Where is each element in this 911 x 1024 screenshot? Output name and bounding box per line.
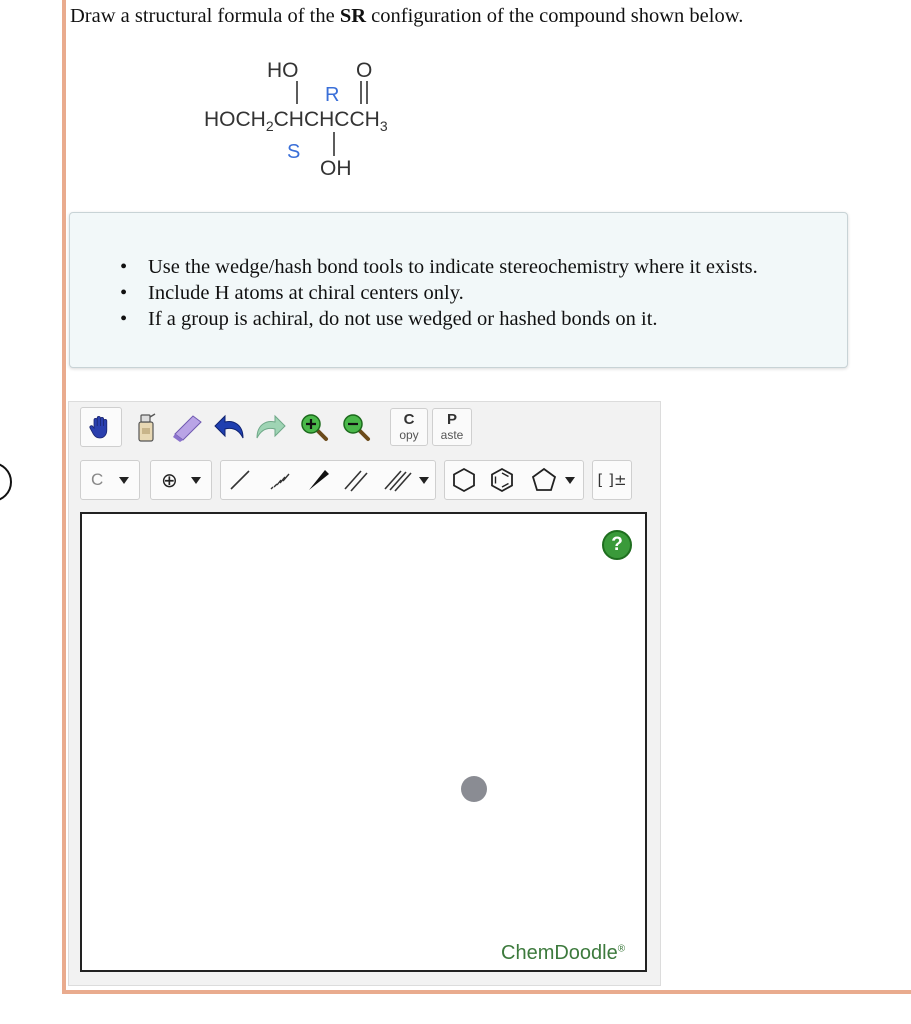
chemdoodle-logo bbox=[501, 942, 625, 965]
bottom-accent-border bbox=[62, 990, 911, 994]
chevron-down-icon bbox=[119, 477, 129, 484]
paste-letter: P bbox=[446, 411, 457, 428]
mol-chain-sub2: 3 bbox=[379, 118, 388, 135]
copy-letter: C bbox=[403, 411, 415, 428]
bracket-charge-icon: [ ]± bbox=[597, 471, 627, 489]
eraser-button[interactable] bbox=[168, 407, 208, 447]
wedge-bond-icon bbox=[303, 465, 333, 495]
copy-rest: opy bbox=[399, 428, 419, 442]
edge-circle-icon bbox=[0, 462, 12, 502]
zoom-in-icon bbox=[299, 412, 329, 442]
mol-chain-sub: 2 bbox=[265, 118, 274, 135]
pentagon-ring-dropdown[interactable] bbox=[522, 462, 582, 498]
brand-mark: ® bbox=[617, 943, 626, 955]
question-prefix: Draw a structural formula of the bbox=[70, 5, 340, 27]
paste-button[interactable] bbox=[432, 408, 472, 446]
redo-icon bbox=[253, 412, 287, 442]
benzene-button[interactable] bbox=[484, 462, 520, 498]
paste-rest: aste bbox=[440, 428, 464, 442]
charge-plus-icon: ⊕ bbox=[161, 468, 178, 492]
chevron-down-icon bbox=[419, 477, 429, 484]
instruction-item: • Use the wedge/hash bond tools to indicate stereochemistry where it exists. bbox=[148, 254, 758, 280]
hash-bond-button[interactable] bbox=[262, 462, 298, 498]
single-bond-button[interactable] bbox=[222, 462, 258, 498]
triple-bond-dropdown[interactable] bbox=[378, 462, 434, 498]
clear-button[interactable] bbox=[126, 407, 166, 447]
drawing-canvas[interactable] bbox=[80, 512, 647, 972]
mol-oh-bottom: OH bbox=[320, 157, 352, 180]
cursor-indicator bbox=[461, 776, 487, 802]
chevron-down-icon bbox=[565, 477, 575, 484]
mol-chain-middle: CHCHCCH bbox=[273, 108, 380, 131]
triple-bond-icon bbox=[383, 465, 413, 495]
instruction-item: • If a group is achiral, do not use wedged or hashed bonds on it. bbox=[148, 306, 758, 332]
hash-bond-icon bbox=[265, 465, 295, 495]
eraser-icon bbox=[171, 412, 205, 442]
zoom-in-button[interactable] bbox=[294, 407, 334, 447]
single-bond-icon bbox=[225, 465, 255, 495]
mol-main-chain bbox=[204, 109, 388, 133]
wedge-bond-button[interactable] bbox=[300, 462, 336, 498]
undo-icon bbox=[213, 412, 247, 442]
mol-ho-top: HO bbox=[267, 59, 299, 82]
question-bold: SR bbox=[339, 5, 367, 27]
question-text bbox=[70, 5, 743, 28]
mol-o-top: O bbox=[356, 59, 373, 82]
atom-label-dropdown[interactable] bbox=[80, 460, 140, 500]
brand-name: ChemDoodle bbox=[501, 942, 618, 964]
mol-chain-prefix: HOCH bbox=[204, 108, 266, 131]
bracket-charge-button[interactable] bbox=[592, 460, 632, 500]
instructions-box bbox=[69, 212, 848, 368]
double-bond-icon bbox=[341, 465, 371, 495]
molecule-structure bbox=[180, 52, 460, 192]
undo-button[interactable] bbox=[210, 407, 250, 447]
left-accent-border bbox=[62, 0, 66, 994]
zoom-out-button[interactable] bbox=[336, 407, 376, 447]
copy-button[interactable] bbox=[390, 408, 428, 446]
redo-button[interactable] bbox=[250, 407, 290, 447]
instruction-item: • Include H atoms at chiral centers only. bbox=[148, 280, 758, 306]
hand-icon bbox=[87, 413, 115, 441]
mol-label-s: S bbox=[287, 141, 301, 163]
zoom-out-icon bbox=[341, 412, 371, 442]
pentagon-icon bbox=[529, 465, 559, 495]
help-button[interactable]: ? bbox=[602, 530, 632, 560]
charge-dropdown[interactable] bbox=[150, 460, 212, 500]
atom-label-text: C bbox=[91, 470, 104, 489]
mol-label-r: R bbox=[325, 84, 340, 106]
cyclohexane-button[interactable] bbox=[446, 462, 482, 498]
chevron-down-icon bbox=[191, 477, 201, 484]
benzene-icon bbox=[487, 465, 517, 495]
instructions-list bbox=[148, 254, 758, 332]
hand-tool-button[interactable] bbox=[80, 407, 122, 447]
question-suffix: configuration of the compound shown below. bbox=[366, 5, 744, 27]
clear-icon bbox=[133, 411, 159, 443]
double-bond-button[interactable] bbox=[338, 462, 374, 498]
hexagon-icon bbox=[449, 465, 479, 495]
